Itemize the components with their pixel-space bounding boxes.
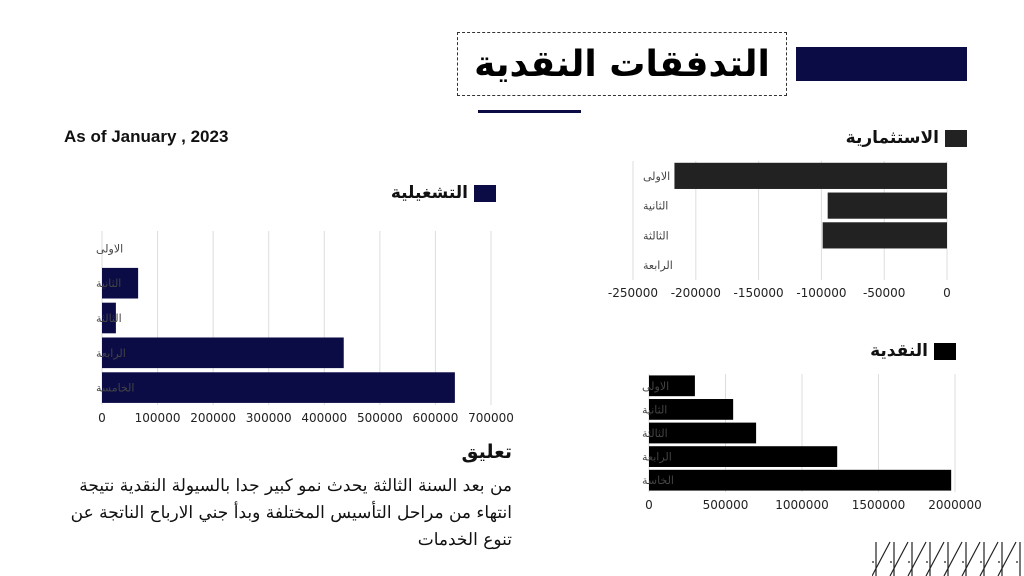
category-label: الرابعة — [643, 259, 673, 273]
x-tick-label: -200000 — [670, 286, 721, 300]
x-tick-label: 200000 — [190, 411, 237, 425]
legend-cash — [870, 341, 956, 361]
x-tick-label: 300000 — [245, 411, 292, 425]
bar-cash — [649, 446, 837, 467]
category-label: الاولى — [643, 169, 671, 183]
x-tick-label: 500000 — [356, 411, 403, 425]
legend-investing-label: الاستثمارية — [845, 128, 939, 148]
category-label: الثالثة — [96, 312, 122, 325]
x-tick-label: 0 — [943, 286, 951, 300]
category-label: الاولى — [642, 379, 670, 393]
legend-investing — [846, 128, 967, 148]
operating-cashflow-chart — [0, 225, 540, 435]
x-tick-label: 400000 — [301, 411, 348, 425]
title-box — [457, 32, 787, 96]
legend-investing-swatch — [945, 130, 967, 147]
category-label: الثانية — [643, 199, 669, 213]
category-label: الخاسة — [642, 474, 674, 488]
title-underline — [478, 110, 581, 113]
x-tick-label: -250000 — [607, 286, 659, 300]
x-tick-label: 600000 — [412, 411, 459, 425]
category-label: الثالثة — [642, 427, 668, 440]
bar-cash — [649, 470, 951, 491]
bar-investing — [828, 193, 947, 219]
x-tick-label: 0 — [645, 498, 653, 512]
x-tick-label: -150000 — [733, 286, 784, 300]
as-of-date: As of January , 2023 — [64, 127, 229, 146]
comment-title: تعليق — [461, 441, 512, 463]
x-tick-label: 1500000 — [851, 498, 906, 512]
x-tick-label: 1000000 — [775, 498, 829, 512]
title-accent-bar — [796, 47, 967, 81]
comment-body: من بعد السنة الثالثة يحدث نمو كبير جدا بالسيولة النقدية نتيجة انتهاء من مراحل التأسيس المختلفة وبدأ جني الارباح الناتجة عن تنوع الخدمات — [70, 476, 512, 550]
category-label: الخامسة — [96, 381, 135, 395]
legend-operating-label: التشغيلية — [390, 183, 468, 203]
x-tick-label: 500000 — [702, 498, 749, 512]
decorative-pattern — [872, 538, 1024, 576]
category-label: الاولى — [96, 242, 124, 256]
bar-investing — [674, 163, 947, 189]
bar-operating — [102, 372, 455, 403]
x-tick-label: 2000000 — [928, 498, 982, 512]
category-label: الرابعة — [642, 450, 672, 464]
cash-chart — [580, 368, 1000, 518]
page-title: التدفقات النقدية — [474, 43, 770, 85]
x-tick-label: 100000 — [134, 411, 181, 425]
bar-investing — [823, 222, 947, 248]
x-tick-label: -50000 — [862, 286, 906, 300]
legend-operating-swatch — [474, 185, 496, 202]
x-tick-label: 0 — [98, 411, 106, 425]
category-label: الثانية — [642, 403, 668, 417]
investing-cashflow-chart — [590, 155, 990, 305]
x-tick-label: 700000 — [468, 411, 514, 425]
x-tick-label: -100000 — [796, 286, 847, 300]
legend-cash-swatch — [934, 343, 956, 360]
bar-operating — [102, 337, 344, 368]
legend-cash-label: النقدية — [870, 341, 928, 361]
category-label: الثانية — [96, 277, 122, 291]
legend-operating — [391, 183, 496, 203]
category-label: الرابعة — [96, 346, 126, 360]
category-label: الثالثة — [643, 229, 669, 243]
